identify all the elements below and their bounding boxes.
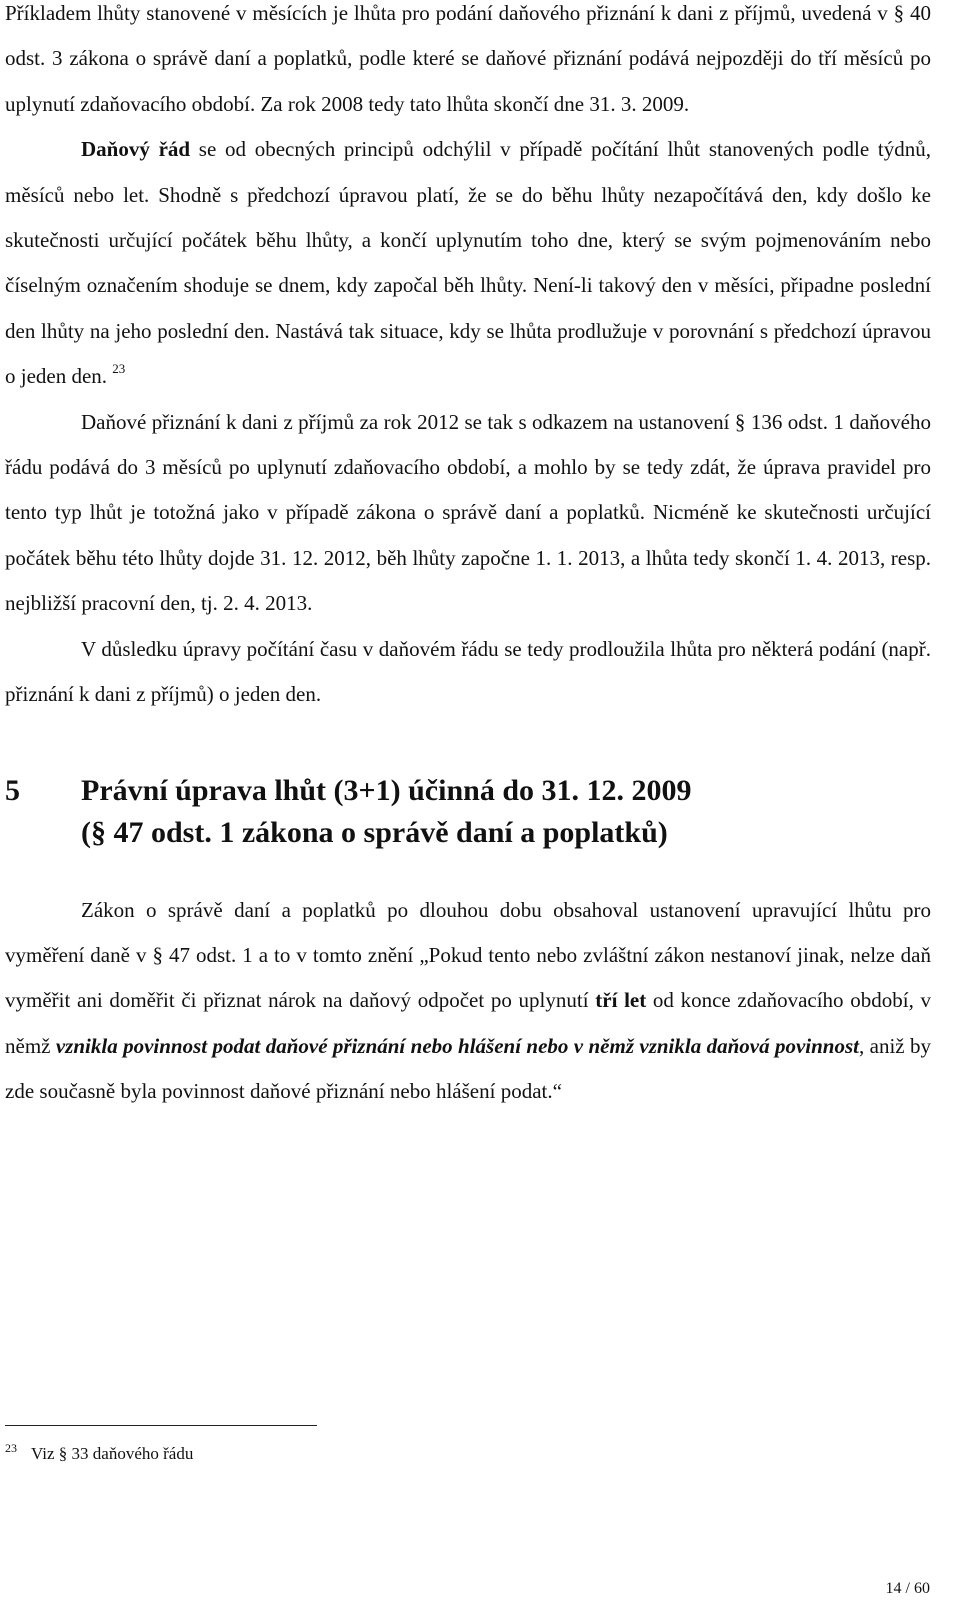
paragraph-1 [5, 0, 931, 127]
footnote-23 [5, 1437, 193, 1465]
paragraph-5-bold: tří let [595, 988, 647, 1013]
paragraph-5-text-b: od konce zdaňovacího období, v němž [5, 988, 932, 1058]
paragraph-3-text: Daňové přiznání k dani z příjmů za rok 2012 se tak s odkazem na ustanovení § 136 odst. 1 daňového řádu podává do 3 měsíců po uplynutí zdaňovacího období, a mohlo by se tedy zdát, že úprava pravidel pro tento typ lhůt je totožná jako v případě zákona o správě daní a poplatků. Nicméně ke skutečnosti určující počátek běhu této lhůty dojde 31. 12. 2012, běh lhůty započne 1. 1. 2013, a lhůta tedy skončí 1. 4. 2013, resp. nejbližší pracovní den, tj. 2. 4. 2013. [5, 409, 931, 616]
paragraph-5-text-c: , aniž by zde současně byla povinnost daňové přiznání nebo hlášení podat.“ [5, 1033, 931, 1104]
footnote-ref-23[interactable]: 23 [112, 361, 126, 377]
paragraph-3 [5, 400, 931, 627]
paragraph-2-bold-lead: Daňový řád [81, 137, 191, 162]
footnote-text: Viz § 33 daňového řádu [31, 1444, 194, 1463]
paragraph-4 [5, 627, 931, 718]
paragraph-1-text: Příkladem lhůty stanovené v měsících je lhůta pro podání daňového přiznání k dani z příjmů, uvedená v § 40 odst. 3 zákona o správě daní a poplatků, podle které se daňové přiznání podává nejpozději do tří měsíců po uplynutí zdaňovacího období. Za rok 2008 tedy tato lhůta skončí dne 31. 3. 2009. [5, 1, 931, 116]
footnote-separator [5, 1425, 317, 1426]
paragraph-5-bold-italic: vznikla povinnost podat daňové přiznání nebo hlášení nebo v němž vznikla daňová povinnost [55, 1033, 859, 1058]
paragraph-2 [5, 127, 931, 399]
section-title-line-1: Právní úprava lhůt (3+1) účinná do 31. 12. 2009 [81, 773, 692, 807]
section-title-line-2: (§ 47 odst. 1 zákona o správě daní a poplatků) [81, 815, 668, 849]
document-body [5, 0, 931, 1115]
page-number: 14 / 60 [885, 1580, 930, 1597]
paragraph-5-text-a: Zákon o správě daní a poplatků po dlouhou dobu obsahoval ustanovení upravující lhůtu pro vyměření daně v § 47 odst. 1 a to v tomto znění „Pokud tento nebo zvláštní zákon nestanoví jinak, nelze daň vyměřit ani doměřit či přiznat nárok na daňový odpočet po uplynutí [5, 897, 931, 1013]
section-number: 5 [5, 773, 20, 807]
paragraph-5 [5, 888, 931, 1115]
section-heading-5 [5, 770, 931, 854]
paragraph-4-text: V důsledku úpravy počítání času v daňovém řádu se tedy prodloužila lhůta pro některá podání (např. přiznání k dani z příjmů) o jeden den. [5, 636, 931, 707]
footnote-number: 23 [5, 1441, 17, 1455]
paragraph-2-text: se od obecných principů odchýlil v případě počítání lhůt stanovených podle týdnů, měsíců nebo let. Shodně s předchozí úpravou platí, že se do běhu lhůty nezapočítává den, kdy došlo ke skutečnosti určující počátek běhu lhůty, a končí uplynutím toho dne, který se svým pojmenováním nebo číselným označením shoduje se dnem, kdy započal běh lhůty. Není-li takový den v měsíci, připadne poslední den lhůty na jeho poslední den. Nastává tak situace, kdy se lhůta prodlužuje v porovnání s předchozí úpravou o jeden den. [5, 137, 931, 389]
